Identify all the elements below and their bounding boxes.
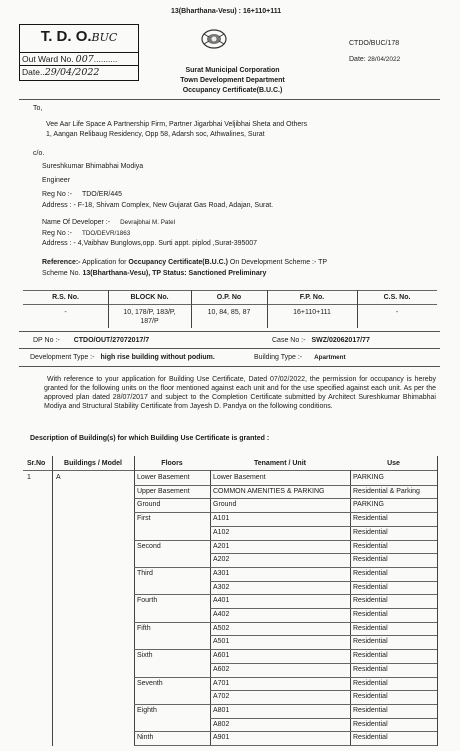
survey-col-divider — [191, 290, 192, 328]
scheme-header: 13(Bharthana-Vesu) : 16+110+111 — [171, 8, 282, 15]
use-cell: Residential — [353, 528, 388, 536]
unit-cell: A702 — [213, 693, 230, 701]
floor-cell: Second — [137, 542, 161, 550]
development-type: Development Type :- high rise building without podium. — [30, 354, 215, 361]
table-row-divider — [134, 512, 437, 513]
unit-cell: A302 — [213, 583, 230, 591]
unit-cell: Lower Basement — [213, 474, 266, 481]
org-department: Town Development Department — [180, 77, 285, 84]
floor-cell: Seventh — [137, 679, 163, 687]
addressee-name: Vee Aar Life Space A Partnership Firm, Partner Jigarbhai Veljibhai Sheta and Others — [46, 121, 308, 128]
unit-cell: A501 — [213, 638, 230, 646]
reference-line: Reference:- Application for Occupancy Certificate(B.U.C.) On Development Scheme :- TP — [42, 259, 328, 266]
header-divider — [19, 99, 440, 100]
use-cell: Residential — [353, 734, 388, 742]
building-type: Building Type :- Apartment — [254, 354, 346, 361]
use-header: Use — [387, 460, 400, 467]
certificate-title: Occupancy Certificate(B.U.C.) — [182, 87, 283, 94]
engineer-address: Address : - F-18, Shivam Complex, New Gujarat Gas Road, Adajan, Surat. — [42, 202, 274, 209]
use-cell: Residential — [353, 556, 388, 564]
op-no-value: 10, 84, 85, 87 — [207, 309, 251, 316]
use-cell: Residential — [353, 693, 388, 701]
dp-divider-top — [19, 331, 440, 332]
floor-cell: First — [137, 515, 151, 523]
floor-cell: Fifth — [137, 624, 151, 632]
use-cell: PARKING — [353, 474, 384, 481]
dp-divider-bottom — [19, 348, 440, 349]
table-row-divider — [134, 594, 437, 595]
unit-cell: A901 — [213, 734, 230, 742]
to-label: To, — [33, 105, 43, 112]
unit-cell: A102 — [213, 528, 230, 536]
floor-cell: Eighth — [137, 706, 157, 714]
fp-no-header: F.P. No. — [299, 294, 325, 301]
survey-col-divider — [108, 290, 109, 328]
unit-cell: A301 — [213, 569, 230, 577]
use-cell: Residential & Parking — [353, 487, 420, 495]
cs-no-header: C.S. No. — [383, 294, 411, 301]
engineer-role: Engineer — [42, 177, 71, 184]
floors-header: Floors — [161, 460, 183, 467]
use-cell: Residential — [353, 583, 388, 591]
floor-cell: Ground — [137, 501, 161, 509]
unit-cell: A701 — [213, 679, 230, 687]
use-cell: PARKING — [353, 501, 384, 509]
description-title: Description of Building(s) for which Building Use Certificate is granted : — [30, 435, 270, 442]
floor-cell: Fourth — [137, 597, 158, 605]
developer-reg: Reg No :- TDO/DEVR/1863 — [42, 230, 131, 237]
use-cell: Residential — [353, 665, 388, 673]
unit-cell: A801 — [213, 706, 230, 714]
table-row-divider — [210, 581, 437, 582]
case-row: Case No :- SWZ/02062017/77 — [272, 337, 370, 344]
survey-col-divider — [357, 290, 358, 328]
sr-no-value: 1 — [27, 474, 31, 481]
survey-table-top — [23, 290, 437, 291]
fp-no-value: 16+110+111 — [293, 309, 331, 316]
unit-cell: COMMON AMENITIES & PARKING — [213, 487, 325, 495]
unit-cell: Ground — [213, 501, 237, 509]
table-row-divider — [210, 608, 437, 609]
use-cell: Residential — [353, 569, 388, 577]
table-row-divider — [134, 677, 437, 678]
table-row-divider — [134, 622, 437, 623]
table-row-divider — [134, 485, 437, 486]
use-cell: Residential — [353, 652, 388, 660]
unit-cell: A402 — [213, 611, 230, 618]
floor-cell: Third — [137, 569, 153, 577]
scheme-line: Scheme No. 13(Bharthana-Vesu), TP Status: Sanctioned Preliminary — [42, 270, 267, 277]
units-col-divider — [134, 456, 135, 746]
unit-cell: A802 — [213, 720, 230, 728]
issue-date: Date: 28/04/2022 — [349, 56, 401, 63]
table-row-divider — [210, 553, 437, 554]
floor-cell: Sixth — [137, 652, 153, 660]
engineer-name: Sureshkumar Bhimabhai Modiya — [42, 163, 144, 170]
use-cell: Residential — [353, 706, 388, 714]
floor-cell: Upper Basement — [137, 487, 190, 495]
smc-emblem-icon — [200, 28, 228, 55]
unit-cell: A202 — [213, 556, 230, 564]
building-value: A — [56, 474, 61, 481]
unit-cell: A601 — [213, 652, 230, 660]
use-cell: Residential — [353, 679, 388, 687]
unit-cell: A201 — [213, 542, 230, 550]
units-header-divider — [23, 470, 437, 471]
cs-no-value: - — [395, 309, 399, 316]
table-row-divider — [210, 718, 437, 719]
stamp-title: T. D. O.BUC — [40, 28, 118, 45]
table-row-divider — [134, 498, 437, 499]
table-row-divider — [134, 649, 437, 650]
out-ward-row: Out Ward No. 007.......... — [20, 52, 138, 65]
use-cell: Residential — [353, 515, 388, 523]
op-no-header: O.P. No — [216, 294, 242, 301]
use-cell: Residential — [353, 720, 388, 728]
unit-cell: A602 — [213, 665, 230, 673]
use-cell: Residential — [353, 542, 388, 550]
stamp-date: 29/04/2022 — [44, 67, 100, 78]
unit-cell: A401 — [213, 597, 230, 605]
table-row-divider — [134, 567, 437, 568]
ref-number: CTDO/BUC/178 — [349, 40, 400, 47]
table-row-divider — [134, 745, 437, 746]
unit-cell: A101 — [213, 515, 230, 523]
permission-paragraph: With reference to your application for Building Use Certificate, Dated 07/02/2022, the permission for occupancy is hereby granted for the following units on the floor mentioned against each unit and for the use specified against each unit. As per the approved plan dated 28/07/2017 and subject to the Completion Certificate submitted by Architect Sureshkumar Bhimabhai Modiya and Structural Stability Certificate from Jayesh D. Pandya on the following conditions. — [44, 376, 436, 410]
devtype-divider — [19, 366, 440, 367]
units-col-divider — [437, 456, 438, 746]
unit-cell: A502 — [213, 624, 230, 632]
block-no-header: BLOCK No. — [130, 294, 169, 301]
co-label: c/o. — [33, 150, 45, 157]
survey-col-divider — [267, 290, 268, 328]
use-cell: Residential — [353, 624, 388, 632]
addressee-address: 1, Aangan Relibaug Residency, Opp 58, Adarsh soc, Athwalines, Surat — [46, 131, 265, 138]
table-row-divider — [210, 663, 437, 664]
table-row-divider — [134, 540, 437, 541]
table-row-divider — [210, 526, 437, 527]
building-model-header: Buildings / Model — [64, 460, 122, 467]
use-cell: Residential — [353, 611, 388, 618]
use-cell: Residential — [353, 597, 388, 605]
dp-row: DP No :- CTDO/OUT/27072017/7 — [33, 337, 150, 344]
developer-name: Name Of Developer :- Devrajbhai M. Patel — [42, 219, 176, 226]
rs-no-value: - — [64, 309, 67, 316]
use-cell: Residential — [353, 638, 388, 646]
developer-address: Address : - 4,Vaibhav Bunglows,opp. Surti appt. piplod ,Surat-395007 — [42, 240, 258, 247]
table-row-divider — [134, 704, 437, 705]
tenament-unit-header: Tenament / Unit — [254, 460, 306, 467]
floor-cell: Lower Basement — [137, 474, 190, 481]
sr-no-header: Sr.No — [27, 460, 46, 467]
table-row-divider — [134, 731, 437, 732]
rs-no-header: R.S. No. — [52, 294, 79, 301]
table-row-divider — [210, 635, 437, 636]
floor-cell: Ninth — [137, 734, 154, 742]
stamp-date-row: Date..29/04/2022 — [20, 65, 138, 78]
block-no-value: 10, 178/P, 183/P, 187/P — [123, 309, 176, 325]
survey-table-mid — [23, 304, 437, 305]
engineer-reg: Reg No :- TDO/ER/445 — [42, 191, 123, 198]
table-row-divider — [210, 690, 437, 691]
out-ward-number: 007 — [75, 54, 94, 65]
units-col-divider — [52, 456, 53, 746]
tdo-stamp — [19, 24, 139, 81]
org-name: Surat Municipal Corporation — [185, 67, 280, 74]
